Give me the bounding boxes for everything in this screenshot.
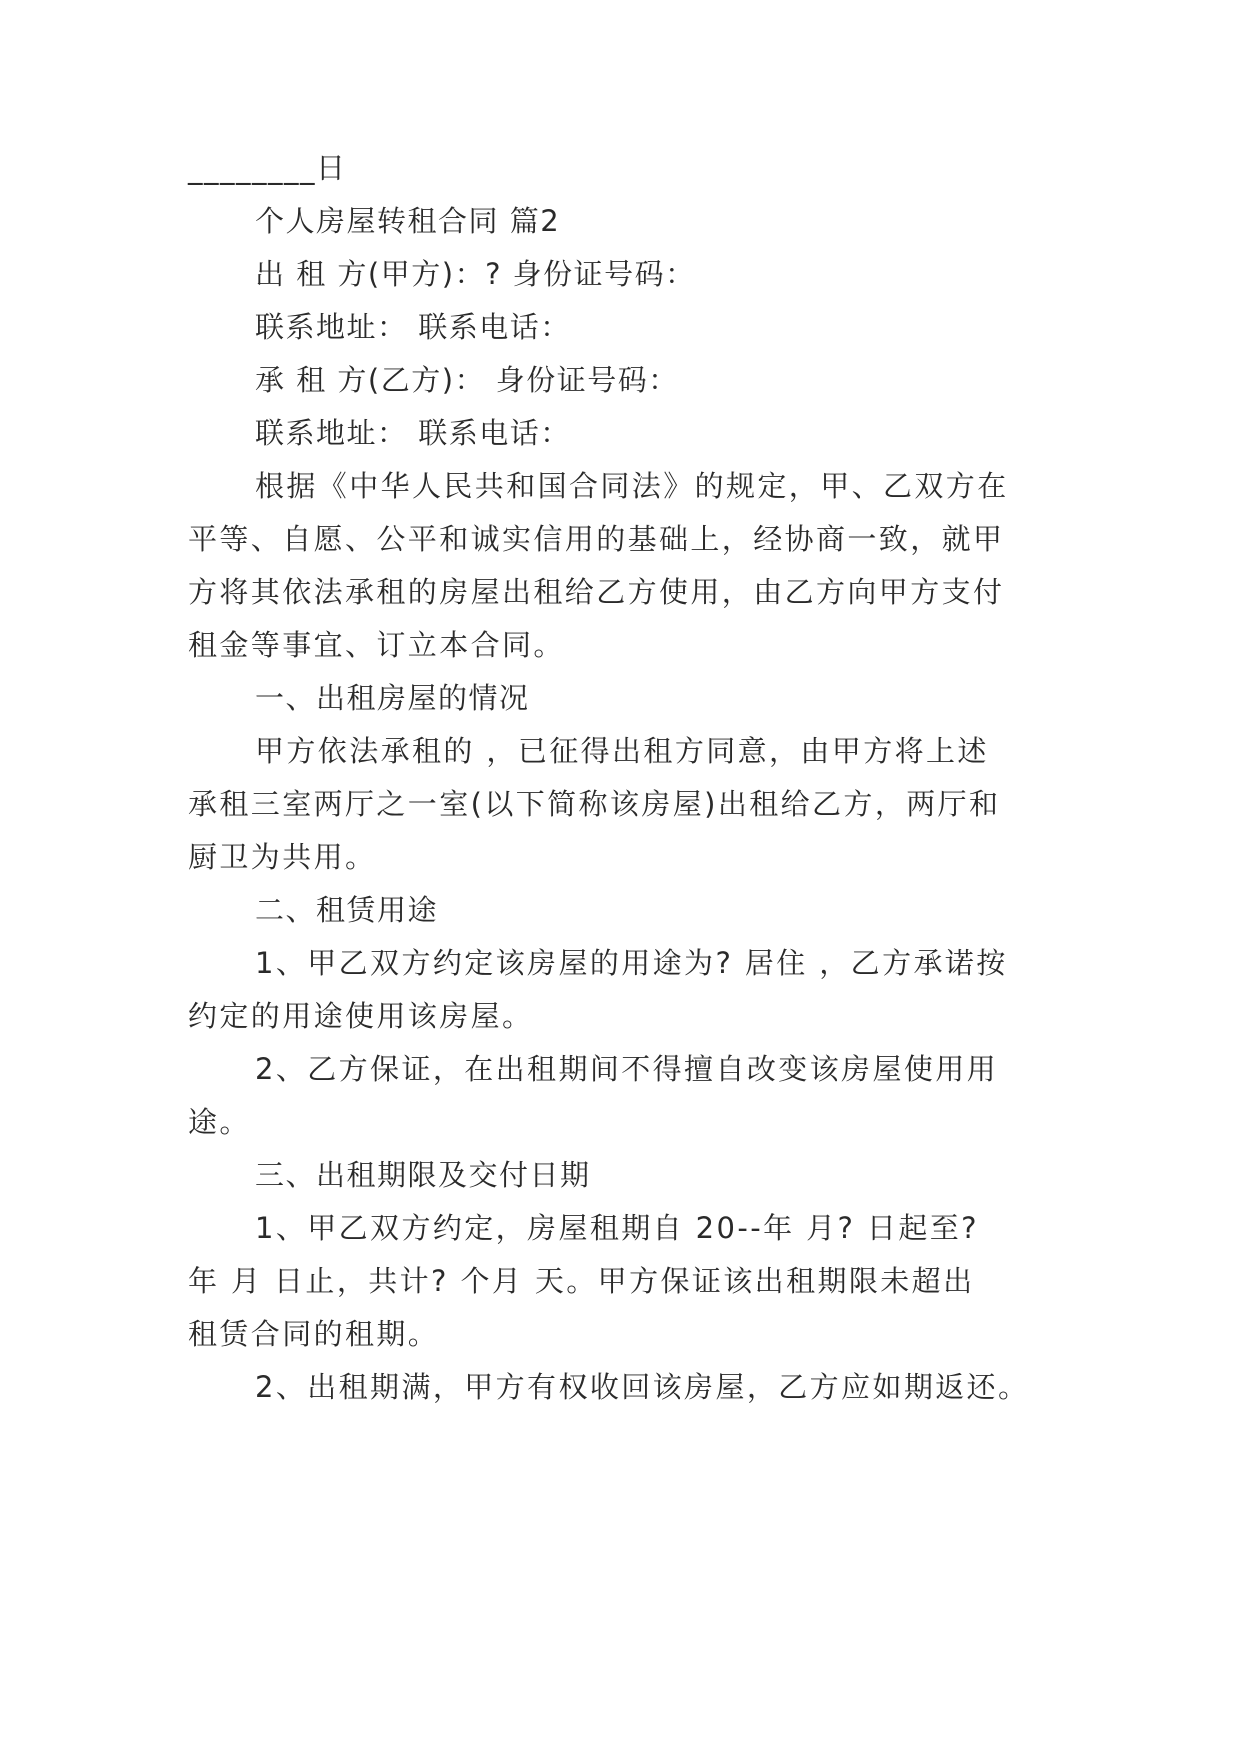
- section-3-item-2-line-1: 2、出租期满，甲方有权收回该房屋，乙方应如期返还。: [255, 1370, 1030, 1404]
- section-2-item-1-line-2: 约定的用途使用该房屋。: [188, 999, 534, 1033]
- section-2-item-2-line-1: 2、乙方保证，在出租期间不得擅自改变该房屋使用用: [255, 1052, 999, 1086]
- preamble-line-4: 租金等事宜、订立本合同。: [188, 628, 565, 662]
- section-2-item-2-line-2: 途。: [188, 1105, 251, 1139]
- section-heading-1: 一、出租房屋的情况: [255, 681, 530, 715]
- date-day-line: ________日: [188, 151, 347, 185]
- section-3-item-1-line-3: 租赁合同的租期。: [188, 1317, 440, 1351]
- preamble-line-2: 平等、自愿、公平和诚实信用的基础上，经协商一致，就甲: [188, 522, 1005, 556]
- lessee-contact-line: 联系地址： 联系电话：: [255, 416, 571, 450]
- section-1-line-1: 甲方依法承租的 ，已征得出租方同意，由甲方将上述: [255, 734, 989, 768]
- section-3-item-1-line-2: 年 月 日止，共计? 个月 天。甲方保证该出租期限未超出: [188, 1264, 975, 1298]
- section-3-item-1-line-1: 1、甲乙双方约定，房屋租期自 20--年 月? 日起至?: [255, 1211, 979, 1245]
- section-heading-3: 三、出租期限及交付日期: [255, 1158, 591, 1192]
- section-heading-2: 二、租赁用途: [255, 893, 439, 927]
- section-1-line-2: 承租三室两厅之一室(以下简称该房屋)出租给乙方，两厅和: [188, 787, 1001, 821]
- lessor-contact-line: 联系地址： 联系电话：: [255, 310, 571, 344]
- section-1-line-3: 厨卫为共用。: [188, 840, 377, 874]
- preamble-line-3: 方将其依法承租的房屋出租给乙方使用，由乙方向甲方支付: [188, 575, 1005, 609]
- lessor-line: 出 租 方(甲方)：? 身份证号码：: [255, 257, 696, 291]
- lessee-line: 承 租 方(乙方)： 身份证号码：: [255, 363, 679, 397]
- section-2-item-1-line-1: 1、甲乙双方约定该房屋的用途为? 居住 ，乙方承诺按: [255, 946, 1008, 980]
- preamble-line-1: 根据《中华人民共和国合同法》的规定，甲、乙双方在: [255, 469, 1009, 503]
- contract-title: 个人房屋转租合同 篇2: [255, 204, 561, 238]
